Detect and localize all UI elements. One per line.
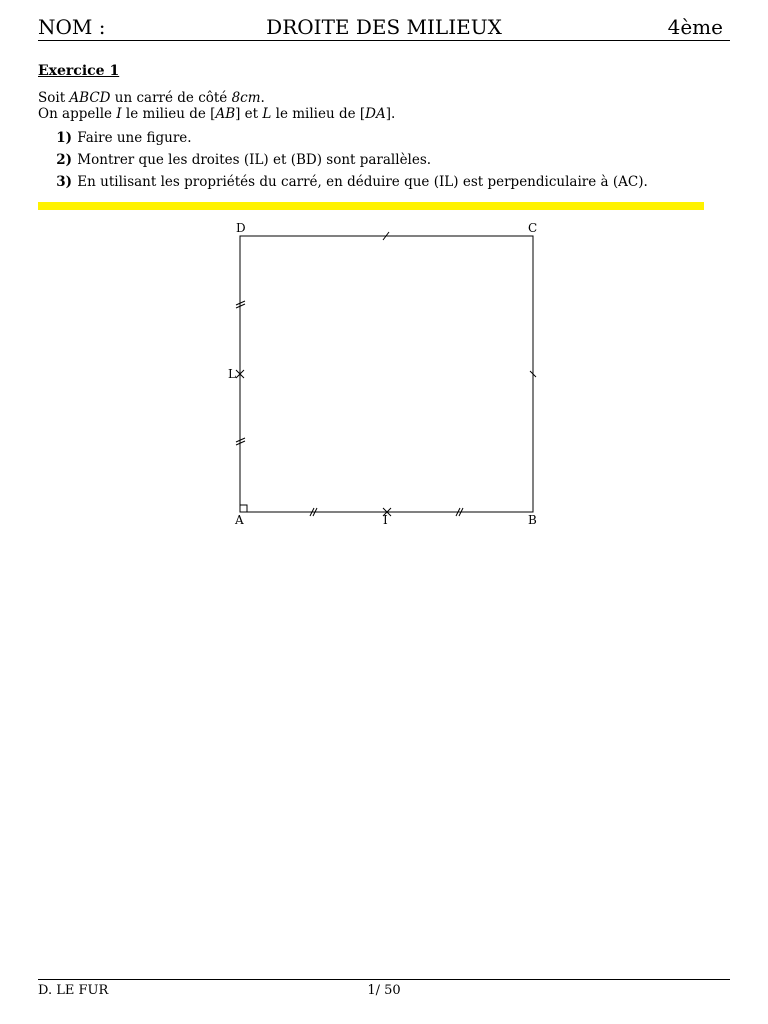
class-level: 4ème	[667, 15, 723, 39]
label-i: I	[383, 513, 388, 527]
label-b: B	[528, 513, 537, 527]
right-angle-marker	[240, 505, 247, 512]
name-label: NOM :	[38, 15, 106, 39]
footer-author: D. LE FUR	[38, 983, 109, 998]
label-a: A	[235, 513, 244, 527]
footer-page-number: 1/ 50	[367, 983, 401, 998]
question-item: 2) Montrer que les droites (IL) et (BD) sont parallèles.	[56, 152, 432, 168]
intro-line-1: Soit ABCD un carré de côté 8cm.	[38, 90, 265, 106]
question-item: 1) Faire une figure.	[56, 130, 192, 146]
label-l: L	[228, 367, 236, 381]
label-c: C	[528, 221, 538, 235]
document-title: DROITE DES MILIEUX	[266, 15, 502, 39]
label-d: D	[236, 221, 246, 235]
footer-rule	[38, 979, 730, 980]
intro-line-2: On appelle I le milieu de [AB] et L le milieu de [DA].	[38, 106, 396, 122]
question-item: 3) En utilisant les propriétés du carré, en déduire que (IL) est perpendiculaire à (AC).	[56, 174, 648, 190]
square-abcd	[240, 236, 533, 512]
exercise-title: Exercice 1	[38, 63, 120, 79]
